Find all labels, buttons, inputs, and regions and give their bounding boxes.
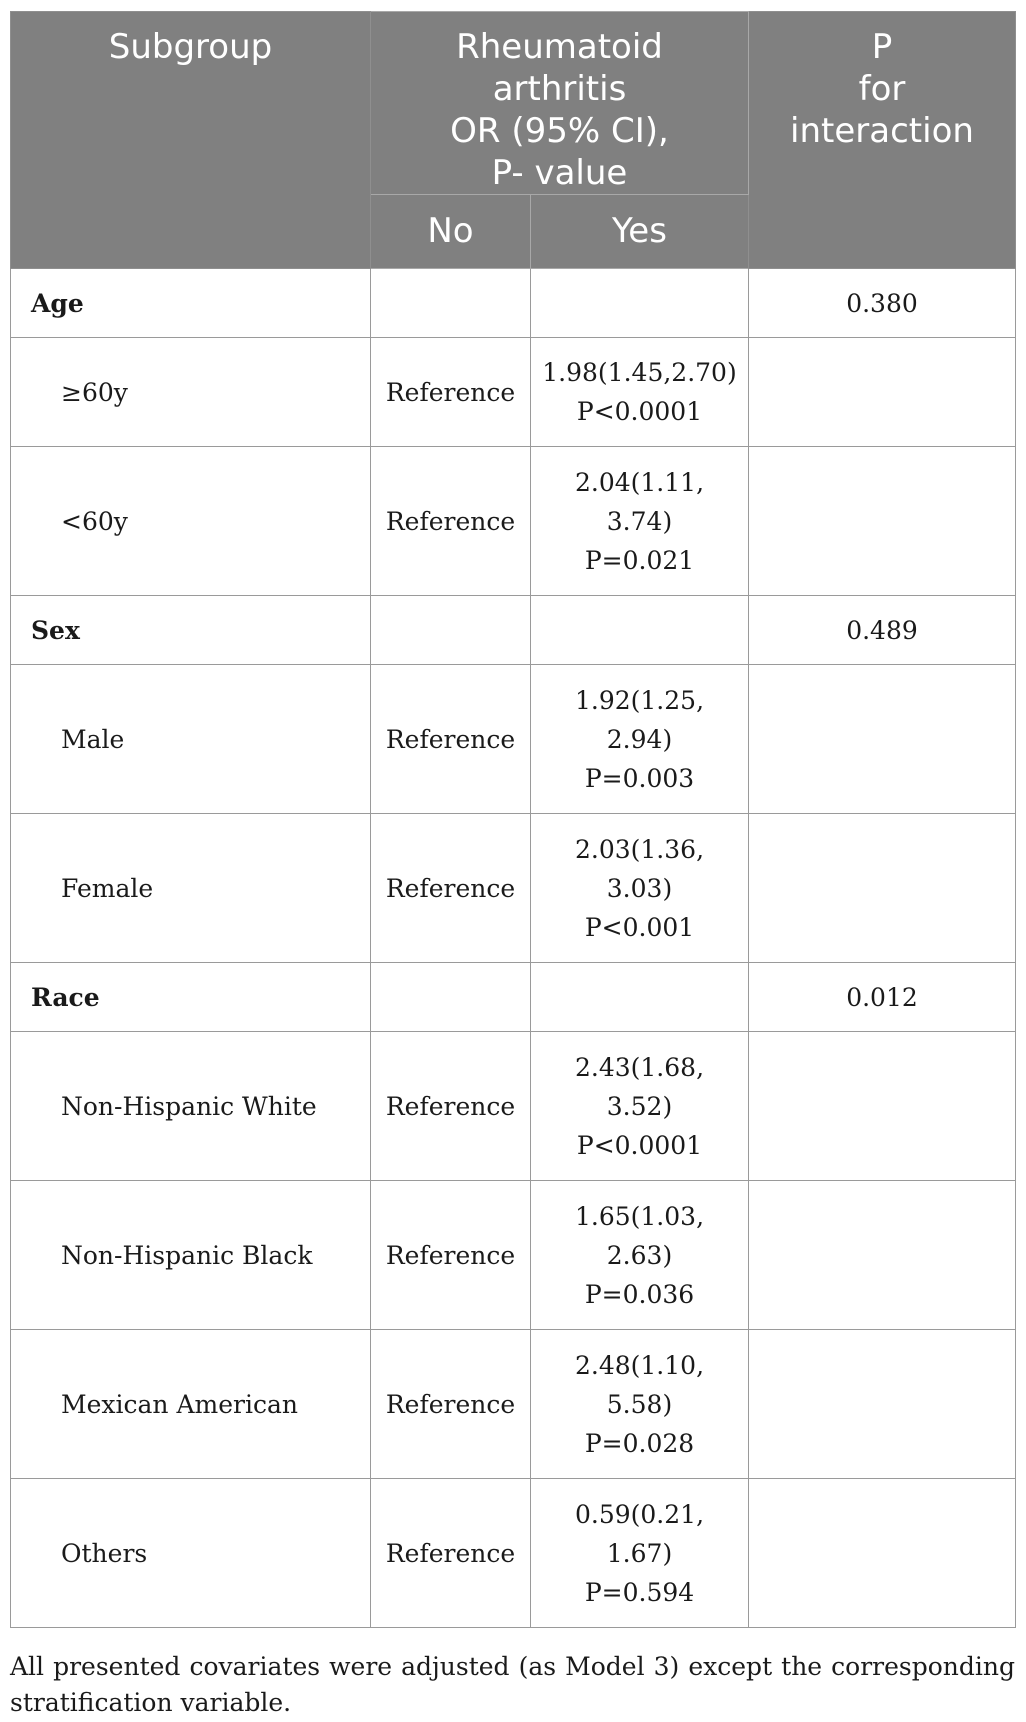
footnote-continued: stratification variable. — [10, 1688, 292, 1717]
header-no: No — [371, 195, 531, 269]
subgroup-table — [10, 11, 1016, 1628]
yes-value — [531, 1181, 749, 1330]
yes-value-line: P=0.003 — [584, 763, 695, 793]
yes-value — [531, 447, 749, 596]
header-p-interaction — [749, 12, 1016, 269]
no-value: Reference — [371, 1181, 531, 1330]
empty-cell — [371, 963, 531, 1032]
header-p-line: for — [858, 69, 906, 109]
yes-value-line: 2.03(1.36, — [574, 834, 705, 864]
subgroup-label: Others — [11, 1479, 371, 1628]
header-ra-line: P- value — [491, 153, 628, 193]
empty-cell — [749, 1330, 1016, 1479]
group-row — [11, 596, 1016, 665]
empty-cell — [749, 665, 1016, 814]
empty-cell — [749, 338, 1016, 447]
no-value: Reference — [371, 447, 531, 596]
header-rheumatoid-arthritis — [371, 12, 749, 195]
header-p-line: P — [871, 27, 893, 67]
p-interaction-value: 0.489 — [749, 596, 1016, 665]
yes-value-line: P=0.036 — [584, 1279, 695, 1309]
yes-value-line: 1.65(1.03, — [574, 1201, 705, 1231]
yes-value-line: 2.94) — [606, 724, 673, 754]
yes-value-line: 1.98(1.45,2.70) — [542, 358, 737, 387]
group-row — [11, 963, 1016, 1032]
table-row — [11, 814, 1016, 963]
group-label: Sex — [11, 596, 371, 665]
yes-value-line: 2.04(1.11, — [574, 467, 705, 497]
yes-value-line: 3.52) — [606, 1091, 673, 1121]
yes-value-line: 1.67) — [606, 1538, 673, 1568]
group-label: Race — [11, 963, 371, 1032]
yes-value — [531, 338, 749, 447]
empty-cell — [531, 963, 749, 1032]
yes-value — [531, 665, 749, 814]
yes-value-line: 3.74) — [606, 506, 673, 536]
table-row — [11, 665, 1016, 814]
yes-value — [531, 1330, 749, 1479]
yes-value-line: 5.58) — [606, 1389, 673, 1419]
no-value: Reference — [371, 1330, 531, 1479]
subgroup-label: <60y — [11, 447, 371, 596]
yes-value — [531, 814, 749, 963]
yes-value — [531, 1032, 749, 1181]
yes-value — [531, 1479, 749, 1628]
p-interaction-value: 0.380 — [749, 269, 1016, 338]
subgroup-label: Non-Hispanic Black — [11, 1181, 371, 1330]
yes-value-line: P<0.0001 — [576, 397, 703, 426]
yes-value-line: 1.92(1.25, — [574, 685, 705, 715]
no-value: Reference — [371, 1032, 531, 1181]
no-value: Reference — [371, 814, 531, 963]
header-ra-line: OR (95% CI), — [450, 111, 669, 151]
table-row — [11, 1032, 1016, 1181]
subgroup-label: Non-Hispanic White — [11, 1032, 371, 1181]
yes-value-line: P<0.0001 — [576, 1130, 703, 1160]
header-row — [11, 12, 1016, 195]
no-value: Reference — [371, 338, 531, 447]
yes-value-line: 2.63) — [606, 1240, 673, 1270]
group-row — [11, 269, 1016, 338]
yes-value-line: 0.59(0.21, — [574, 1499, 705, 1529]
subgroup-label: Mexican American — [11, 1330, 371, 1479]
header-subgroup: Subgroup — [11, 12, 371, 269]
empty-cell — [749, 1479, 1016, 1628]
subgroup-label: ≥60y — [11, 338, 371, 447]
yes-value-line: 3.03) — [606, 873, 673, 903]
empty-cell — [371, 596, 531, 665]
empty-cell — [531, 269, 749, 338]
table-row — [11, 338, 1016, 447]
table-row — [11, 1479, 1016, 1628]
footnote: All presented covariates were adjusted (as Model 3) except the corresponding — [10, 1652, 1015, 1681]
table-container — [10, 11, 1015, 1628]
header-p-line: interaction — [790, 111, 974, 151]
p-interaction-value: 0.012 — [749, 963, 1016, 1032]
no-value: Reference — [371, 665, 531, 814]
group-label: Age — [11, 269, 371, 338]
header-ra-line: arthritis — [492, 69, 627, 109]
empty-cell — [749, 447, 1016, 596]
empty-cell — [531, 596, 749, 665]
yes-value-line: P<0.001 — [584, 912, 695, 942]
table-row — [11, 447, 1016, 596]
subgroup-label: Male — [11, 665, 371, 814]
empty-cell — [371, 269, 531, 338]
table-body — [11, 269, 1016, 1628]
yes-value-line: 2.43(1.68, — [574, 1052, 705, 1082]
table-row — [11, 1181, 1016, 1330]
subgroup-label: Female — [11, 814, 371, 963]
header-ra-line: Rheumatoid — [456, 27, 663, 67]
yes-value-line: P=0.021 — [584, 545, 695, 575]
yes-value-line: 2.48(1.10, — [574, 1350, 705, 1380]
table-row — [11, 1330, 1016, 1479]
empty-cell — [749, 1181, 1016, 1330]
header-yes: Yes — [531, 195, 749, 269]
empty-cell — [749, 814, 1016, 963]
empty-cell — [749, 1032, 1016, 1181]
yes-value-line: P=0.594 — [584, 1577, 695, 1607]
yes-value-line: P=0.028 — [584, 1428, 695, 1458]
no-value: Reference — [371, 1479, 531, 1628]
